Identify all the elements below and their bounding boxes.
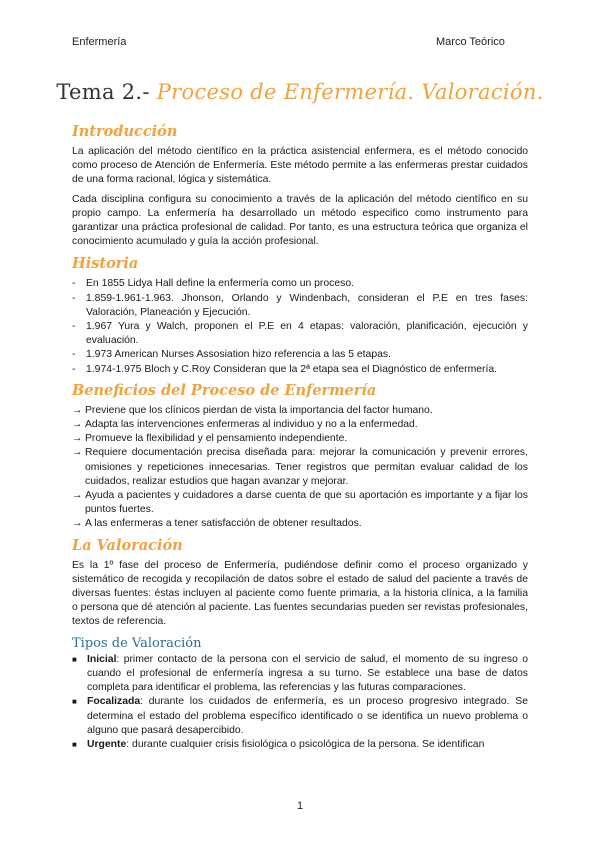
heading-valoracion: La Valoración: [72, 536, 183, 554]
list-item: [72, 653, 528, 696]
beneficios-list: [72, 404, 528, 532]
title-main: Proceso de Enfermería. Valoración.: [149, 80, 544, 104]
heading-beneficios: Beneficios del Proceso de Enfermería: [72, 381, 377, 399]
list-item: → Promueve la flexibilidad y el pensamiento independiente.: [72, 432, 528, 446]
tipos-list: [72, 653, 528, 752]
valoracion-paragraph: Es la 1º fase del proceso de Enfermería, pudiéndose definir como el proceso organizado y sistemático de recogida y recopilación de datos sobre el estado de salud del paciente a través de diversas fuentes: éstas incluyen al paciente como fuente primaria, a la historia clínica, a la familia o persona que dé atención al paciente. Las fuentes secundarias pueden ser revistas profesionales, textos de referencia.: [72, 559, 528, 628]
list-item: → Adapta las intervenciones enfermeras al individuo y no a la enfermedad.: [72, 418, 528, 432]
list-item: → Previene que los clínicos pierdan de vista la importancia del factor humano.: [72, 404, 528, 418]
title-prefix: Tema 2.-: [56, 80, 150, 104]
intro-paragraph-2: Cada disciplina configura su conocimiento a través de la aplicación del método científico en su propio campo. La enfermería ha desarrollado un método especifico como instrumento para garantizar una práctica profesional de calidad. Por tanto, es una estructura teórica que organiza el conocimiento acumulado y guía la acción profesional.: [72, 193, 528, 248]
page-number: 1: [296, 800, 304, 812]
list-item: - 1.859-1.961-1.963. Jhonson, Orlando y Windenbach, consideran el P.E en tres fases: Valoración, Planeación y Ejecución.: [72, 292, 528, 320]
list-item: - 1.967 Yura y Walch, proponen el P.E en 4 etapas: valoración, planificación, ejecución y evaluación.: [72, 320, 528, 348]
tipo-text: : durante los cuidados de enfermería, es un proceso progresivo integrado. Se determina el estado del problema específico identificado o se identifica un nuevo problema o alguno que pasará desapercibido.: [87, 696, 528, 736]
tipo-text: : primer contacto de la persona con el servicio de salud, el momento de su ingreso o cuando el profesional de enfermería ingresa a su turno. Se establece una base de datos completa para identificar el problema, las referencias y las futuras comparaciones.: [87, 653, 528, 694]
tipo-term: Urgente: [87, 738, 127, 750]
intro-paragraph-1: La aplicación del método científico en la práctica asistencial enfermera, es el método conocido como proceso de Atención de Enfermería. Este método permite a las enfermeras prestar cuidados de una forma racional, lógica y sistemática.: [72, 146, 528, 186]
heading-historia: Historia: [72, 255, 139, 273]
list-item: [72, 738, 528, 752]
list-item: → Ayuda a pacientes y cuidadores a darse cuenta de que su aportación es importante y a fijar los puntos fuertes.: [72, 489, 528, 517]
list-item: - En 1855 Lidya Hall define la enfermería como un proceso.: [72, 277, 528, 291]
header-right: Marco Teórico: [436, 36, 505, 48]
list-item: - 1.973 American Nurses Assosiation hizo referencia a las 5 etapas.: [72, 348, 528, 362]
list-item: → A las enfermeras a tener satisfacción de obtener resultados.: [72, 517, 528, 531]
list-item: - 1.974-1.975 Bloch y C.Roy Consideran que la 2ª etapa sea el Diagnóstico de enfermería.: [72, 363, 528, 377]
list-item: [72, 695, 528, 738]
tipo-term: Inicial: [87, 653, 117, 665]
tipo-text: : durante cualquier crisis fisiológica o psicológica de la persona. Se identifican: [126, 738, 485, 750]
historia-list: [72, 277, 528, 376]
heading-tipos-valoracion: Tipos de Valoración: [72, 635, 202, 651]
header-left: Enfermería: [72, 36, 127, 48]
document-body: [72, 118, 528, 756]
list-item: → Requiere documentación precisa diseñada para: mejorar la comunicación y prevenir errores, omisiones y repeticiones innecesarias. Tener registros que permitan evaluar calidad de los cuidados, realizar estudios que hagan avanzar y mejorar.: [72, 446, 528, 489]
tipo-term: Focalizada: [87, 696, 141, 708]
heading-introduccion: Introducción: [72, 123, 178, 140]
page-title: [0, 78, 600, 106]
